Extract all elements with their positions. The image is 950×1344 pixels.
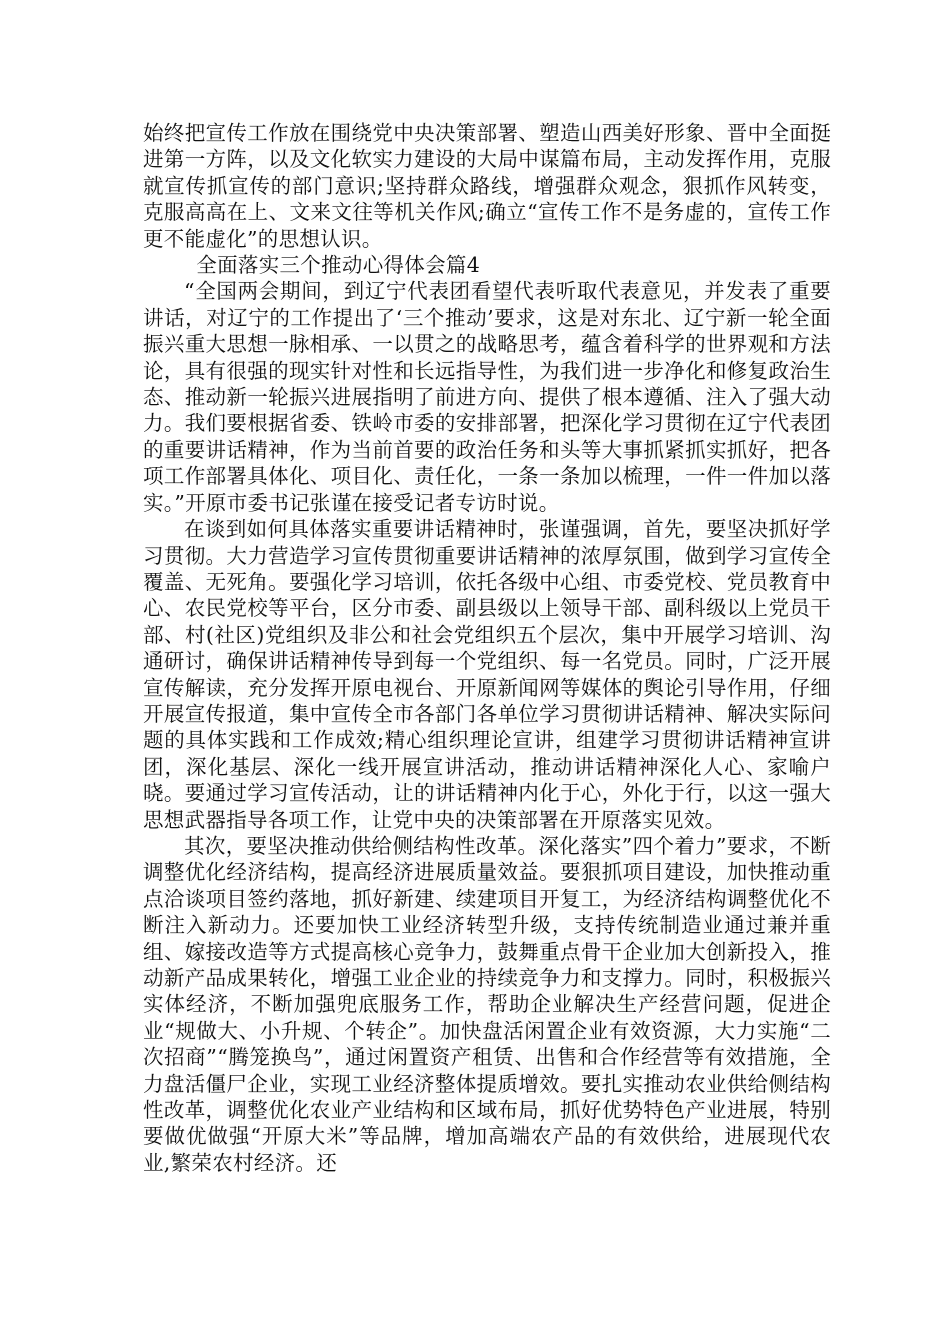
paragraph-second: 其次，要坚决推动供给侧结构性改革。深化落实”四个着力”要求，不断调整优化经济结构，提高经济进展质量效益。要狠抓项目建设，加快推动重点洽谈项目签约落地，抓好新建、续建项目开复工，为经济结构调整优化不断注入新动力。还要加快工业经济转型升级，支持传统制造业通过兼并重组、嫁接改造等方式提高核心竞争力，鼓舞重点骨干企业加大创新投入，推动新产品成果转化，增强工业企业的持续竞争力和支撑力。同时，积极振兴实体经济，不断加强兜底服务工作，帮助企业解决生产经营问题，促进企业“规做大、小升规、个转企”。加快盘活闲置企业有效资源，大力实施“二次招商”“腾笼换鸟”，通过闲置资产租赁、出售和合作经营等有效措施，全力盘活僵尸企业，实现工业经济整体提质增效。要扎实推动农业供给侧结构性改革，调整优化农业产业结构和区域布局，抓好优势特色产业进展，特别要做优做强“开原大米”等品牌，增加高端农产品的有效供给，进展现代农业,繁荣农村经济。还 (143, 833, 831, 1175)
document-body (143, 120, 831, 1176)
section-heading: 全面落实三个推动心得体会篇4 (196, 253, 481, 278)
paragraph-quote: “全国两会期间，到辽宁代表团看望代表听取代表意见，并发表了重要讲话，对辽宁的工作提出了‘三个推动’要求，这是对东北、辽宁新一轮全面振兴重大思想一脉相承、一以贯之的战略思考，蕴含着科学的世界观和方法论，具有很强的现实针对性和长远指导性，为我们进一步净化和修复政治生态、推动新一轮振兴进展指明了前进方向、提供了根本遵循、注入了强大动力。我们要根据省委、铁岭市委的安排部署，把深化学习贯彻在辽宁代表团的重要讲话精神，作为当前首要的政治任务和头等大事抓紧抓实抓好，把各项工作部署具体化、项目化、责任化，一条一条加以梳理，一件一件加以落实。”开原市委书记张谨在接受记者专访时说。 (143, 279, 831, 515)
paragraph-continued: 始终把宣传工作放在围绕党中央决策部署、塑造山西美好形象、晋中全面挺进第一方阵，以及文化软实力建设的大局中谋篇布局，主动发挥作用，克服就宣传抓宣传的部门意识;坚持群众路线，增强群众观念，狠抓作风转变，克服高高在上、文来文往等机关作风;确立“宣传工作不是务虚的，宣传工作更不能虚化”的思想认识。 (143, 121, 831, 251)
paragraph-first: 在谈到如何具体落实重要讲话精神时，张谨强调，首先，要坚决抓好学习贯彻。大力营造学习宣传贯彻重要讲话精神的浓厚氛围，做到学习宣传全覆盖、无死角。要强化学习培训，依托各级中心组、市委党校、党员教育中心、农民党校等平台，区分市委、副县级以上领导干部、副科级以上党员干部、村(社区)党组织及非公和社会党组织五个层次，集中开展学习培训、沟通研讨，确保讲话精神传导到每一个党组织、每一名党员。同时，广泛开展宣传解读，充分发挥开原电视台、开原新闻网等媒体的舆论引导作用，仔细开展宣传报道，集中宣传全市各部门各单位学习贯彻讲话精神、解决实际问题的具体实践和工作成效;精心组织理论宣讲，组建学习贯彻讲话精神宣讲团，深化基层、深化一线开展宣讲活动，推动讲话精神深化人心、家喻户晓。要通过学习宣传活动，让的讲话精神内化于心，外化于行，以这一强大思想武器指导各项工作，让党中央的决策部署在开原落实见效。 (143, 517, 831, 832)
